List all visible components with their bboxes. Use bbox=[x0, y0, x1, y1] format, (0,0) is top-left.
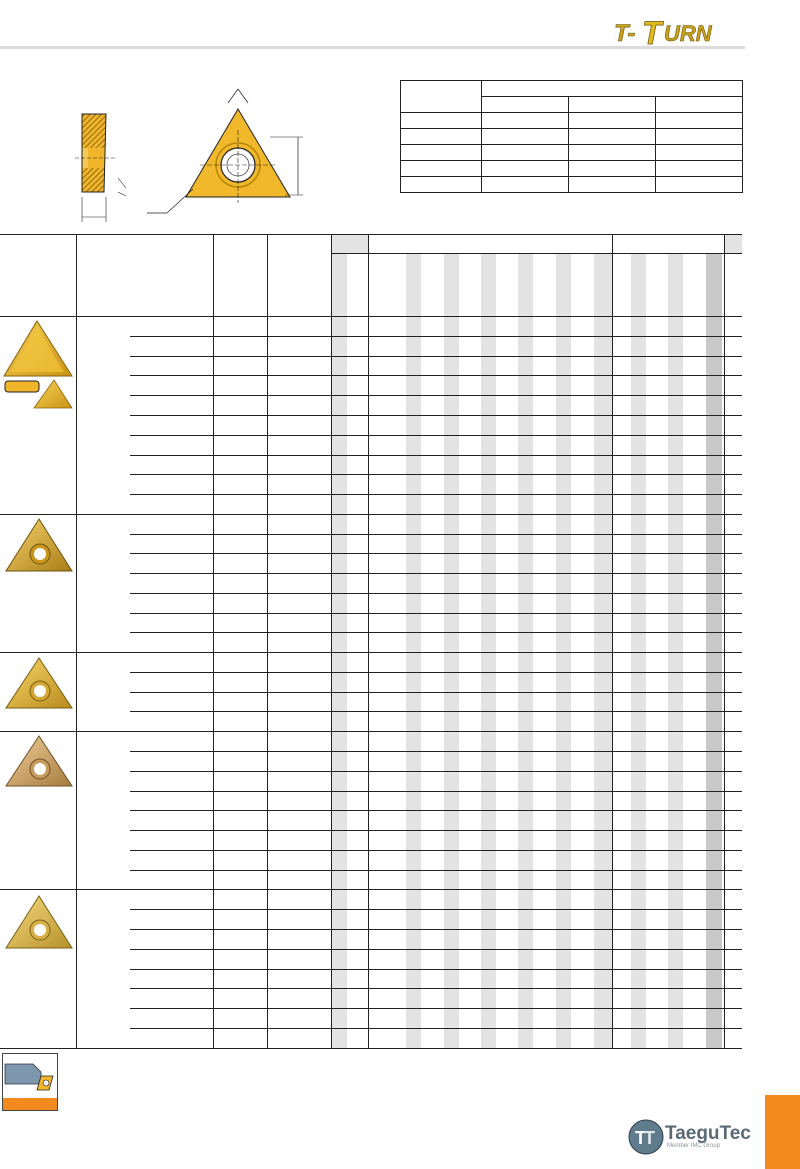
section-tab[interactable] bbox=[765, 1095, 800, 1169]
dimension-spec-table bbox=[400, 80, 743, 193]
insert-image-group-3 bbox=[4, 655, 74, 715]
insert-image-group-1 bbox=[2, 318, 76, 413]
company-name: TaeguTec bbox=[665, 1123, 751, 1144]
svg-text:T: T bbox=[635, 1128, 646, 1148]
insert-image-group-4 bbox=[4, 733, 74, 793]
insert-top-view-drawing bbox=[145, 85, 315, 220]
svg-text:T: T bbox=[642, 15, 662, 48]
svg-text:URN: URN bbox=[664, 21, 712, 46]
svg-text:T-: T- bbox=[614, 20, 636, 47]
t-turn-logo bbox=[612, 14, 747, 48]
insert-image-group-5 bbox=[4, 893, 74, 953]
company-subtitle: Member IMC Group bbox=[667, 1143, 721, 1149]
insert-image-group-2 bbox=[4, 516, 74, 578]
svg-text:T: T bbox=[644, 1128, 655, 1148]
insert-side-section-drawing bbox=[70, 100, 140, 225]
turning-application-icon bbox=[2, 1053, 58, 1111]
